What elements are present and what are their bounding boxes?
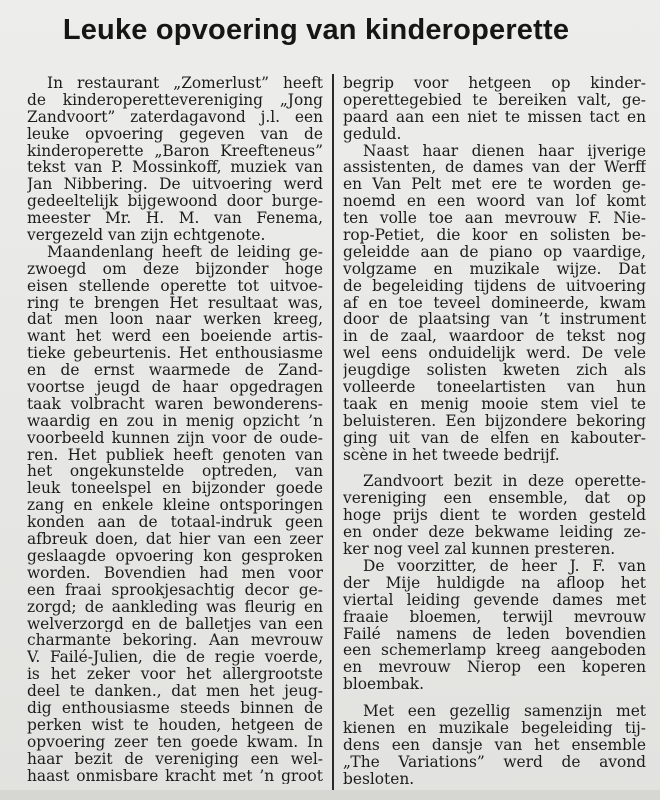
text-line: in de zaal, waardoor de tekst nog bbox=[343, 328, 646, 346]
clipping-bottom-edge bbox=[0, 790, 660, 800]
article-paragraph bbox=[343, 473, 646, 557]
text-line: is het zeker voor het allergrootste bbox=[27, 666, 323, 684]
text-line: wel eens onduidelijk werd. De vele bbox=[343, 345, 646, 363]
text-line: ring te brengen Het resultaat was, bbox=[27, 294, 323, 312]
article-paragraph bbox=[27, 75, 323, 244]
text-line: en mevrouw Nierop een koperen bbox=[343, 659, 646, 677]
text-line: een schemerlamp kreeg aangeboden bbox=[343, 642, 646, 660]
text-line: en Van Pelt met ere te worden ge- bbox=[343, 176, 646, 194]
text-line: zang en enkele kleine ontsporingen bbox=[27, 497, 323, 515]
text-line: Zandvoort” zaterdagavond j.l. een bbox=[27, 108, 323, 126]
text-line: zwoegd om deze bijzonder hoge bbox=[27, 260, 323, 278]
text-line: volleerde toneelartisten van hun bbox=[343, 379, 646, 396]
text-line: der Mije huldigde na afloop het bbox=[343, 574, 646, 592]
text-line: noemd en een woord van lof komt bbox=[343, 193, 646, 211]
text-line: dat men loon naar werken kreeg, bbox=[27, 311, 323, 329]
text-line: „The Variations” werd de avond bbox=[343, 753, 646, 771]
text-line: taak en menig mooie stem viel te bbox=[343, 395, 646, 413]
text-line: paard aan een niet te missen tact en bbox=[343, 108, 646, 126]
text-line: volgzame en muzikale wijze. Dat bbox=[343, 260, 646, 278]
text-line: taak volbracht waren bewonderens- bbox=[27, 395, 323, 413]
text-line: operettegebied te bereiken valt, ge- bbox=[343, 91, 646, 109]
text-line: scène in het tweede bedrijf. bbox=[343, 446, 560, 464]
text-line: dens een dansje van het ensemble bbox=[343, 736, 646, 754]
text-line: ker nog veel zal kunnen presteren. bbox=[343, 541, 616, 558]
text-line: ren. Het publiek heeft genoten van bbox=[27, 446, 323, 464]
text-line: het ongekunstelde optreden, van bbox=[27, 463, 323, 481]
text-line: besloten. bbox=[343, 770, 415, 788]
text-line: De voorzitter, de heer J. F. van bbox=[363, 557, 646, 575]
column-divider bbox=[332, 74, 334, 790]
text-line: geslaagde opvoering kon gesproken bbox=[27, 547, 323, 565]
text-line: af en toe teveel domineerde, kwam bbox=[343, 294, 646, 312]
text-line: gedeeltelijk bijgewoond door burge- bbox=[27, 193, 323, 211]
text-line: voorbeeld kunnen zijn voor de oude- bbox=[27, 429, 323, 447]
text-line: fraaie bloemen, terwijl mevrouw bbox=[343, 608, 646, 626]
text-line: Maandenlang heeft de leiding ge- bbox=[47, 243, 323, 261]
text-line: Jan Nibbering. De uitvoering werd bbox=[27, 176, 323, 194]
text-line: bloembak. bbox=[343, 676, 424, 694]
article-paragraph bbox=[343, 143, 646, 464]
text-line: begrip voor hetgeen op kinder- bbox=[343, 75, 646, 92]
text-line: door de plaatsing van ’t instrument bbox=[343, 311, 646, 329]
text-line: beluisteren. Een bijzondere bekoring bbox=[343, 412, 646, 430]
text-line: vergezeld van zijn echtgenote. bbox=[27, 227, 266, 244]
text-line: Failé namens de leden bovendien bbox=[343, 625, 646, 643]
text-line: ten volle toe aan mevrouw F. Nie- bbox=[343, 210, 646, 228]
text-line: kienen en muzikale begeleiding tij- bbox=[343, 719, 646, 737]
text-line: vereniging een ensemble, dat op bbox=[343, 490, 646, 508]
text-line: charmante bekoring. Aan mevrouw bbox=[27, 632, 323, 650]
text-line: ging uit van de elfen en kabouter- bbox=[343, 429, 646, 447]
text-line: een fraai sprookjesachtig decor ge- bbox=[27, 581, 323, 599]
text-line: geduld. bbox=[343, 125, 402, 143]
text-line: waardig en zou in menig opzicht ’n bbox=[27, 412, 323, 430]
text-line: konden aan de totaal-indruk geen bbox=[27, 514, 323, 532]
article-column-2 bbox=[343, 75, 646, 788]
text-line: de kinderoperettevereniging „Jong bbox=[27, 91, 323, 109]
article-column-1 bbox=[27, 75, 323, 784]
text-line: voortse jeugd de haar opgedragen bbox=[27, 379, 323, 396]
text-line: leuk toneelspel en bijzonder goede bbox=[27, 480, 323, 498]
text-line: haast onmisbare kracht met ’n groot bbox=[27, 767, 323, 785]
text-line: en onder deze bekwame leiding ze- bbox=[343, 524, 646, 542]
text-line: opvoering zeer ten goede kwam. In bbox=[27, 733, 323, 751]
text-line: dig enthousiasme steeds binnen de bbox=[27, 699, 323, 717]
text-line: welverzorgd en de balletjes van een bbox=[27, 615, 323, 633]
text-line: hoge prijs dient te worden gesteld bbox=[343, 507, 646, 525]
article-headline: Leuke opvoering van kinderoperette bbox=[62, 14, 570, 46]
text-line: tieke gebeurtenis. Het enthousiasme bbox=[27, 345, 323, 363]
article-paragraph bbox=[343, 703, 646, 787]
text-line: assistenten, de dames van der Werff bbox=[343, 159, 646, 177]
text-line: worden. Bovendien had men voor bbox=[27, 564, 323, 582]
text-line: tekst van P. Mossinkoff, muziek van bbox=[27, 159, 323, 177]
text-line: de begeleiding tijdens de uitvoering bbox=[343, 277, 646, 295]
text-line: kinderoperette „Baron Kreefteneus” bbox=[27, 142, 323, 160]
text-line: leuke opvoering gegeven van de bbox=[27, 125, 323, 143]
text-line: In restaurant „Zomerlust” heeft bbox=[47, 75, 323, 92]
article-paragraph bbox=[343, 75, 646, 143]
text-line: Naast haar dienen haar ijverige bbox=[363, 142, 646, 160]
article-paragraph bbox=[27, 244, 323, 785]
text-line: Met een gezellig samenzijn met bbox=[363, 703, 646, 720]
text-line: meester Mr. H. M. van Fenema, bbox=[27, 210, 323, 228]
text-line: V. Failé-Julien, die de regie voerde, bbox=[27, 649, 323, 667]
text-line: rop-Petiet, die koor en solisten be- bbox=[343, 227, 646, 244]
text-line: eisen stellende operette tot uitvoe- bbox=[27, 277, 323, 295]
text-line: viertal leiding gevende dames met bbox=[343, 591, 646, 609]
text-line: afbreuk doen, dat hier van een zeer bbox=[27, 531, 323, 548]
text-line: zorgd; de aankleding was fleurig en bbox=[27, 598, 323, 616]
text-line: Zandvoort bezit in deze operette- bbox=[363, 473, 646, 491]
text-line: en de ernst waarmede de Zand- bbox=[27, 362, 323, 380]
text-line: want het werd een boeiende artis- bbox=[27, 328, 323, 346]
text-line: deel te danken., dat men het jeug- bbox=[27, 683, 323, 700]
article-paragraph bbox=[343, 558, 646, 693]
text-line: jeugdige solisten kweten zich als bbox=[343, 362, 646, 380]
text-line: perken wist te houden, hetgeen de bbox=[27, 716, 323, 734]
text-line: haar bezit de vereniging een wel- bbox=[27, 750, 323, 768]
text-line: geleidde aan de piano op vaardige, bbox=[343, 243, 646, 261]
